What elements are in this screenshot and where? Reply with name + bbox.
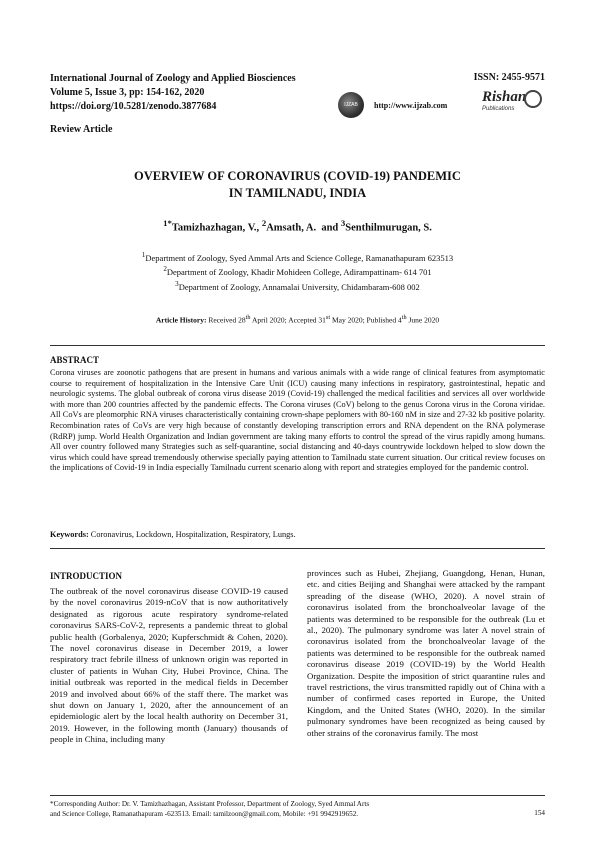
authors: $^{1*}$Tamizhazhagan, V., $^2$Amsath, A. and $^3$Senthilmurugan, S. xyxy=(163,218,432,234)
abstract-text: Corona viruses are zoonotic pathogens that are present in humans and various animals with a wide range of clinical features from asymptomatic course to requirement of hospitalization in the Intensive Care Unit (ICU) causing many infections in respiratory, gastrointestinal, hepatic and neurologic systems. The global outbreak of corona virus disease 2019 (Covid-19) challenged the medical facilities and services all over worldwide with more than 200 countries affected by the pandemic effects. The Corona viruses (CoV) belong to the genus Corona virus in the Corona viridae. All CoVs are pleomorphic RNA viruses characteristically containing crown-shape peplomers with 80-160 nM in size and 27-32 kb positive polarity. Recombination rates of CoVs are very high because of constantly developing transcription errors and RNA dependent on the RNA polymerase (RdRP) jump. World Health Organization and Indian government are taking many efforts to control the spread of the virus rapidly among humans. All over country followed many Strategies such as self-quarantine, social distancing and 40-days countrywide lockdown helped to slow down the virus which could have spread tremendously otherwise specially paying attention to Tamilnadu state current situation. Our critical review focuses on the implications of Covid-19 in India especially Tamilnadu current scenario along with report and strategies employed for the pandemic control. xyxy=(50,368,545,473)
journal-name: International Journal of Zoology and Applied Biosciences xyxy=(50,73,296,84)
footnote-divider xyxy=(50,795,545,796)
introduction-column-2: provinces such as Hubei, Zhejiang, Guangdong, Henan, Hunan, etc. and cities Beijing and Shanghai were attacked by the rampant spreading of the disease (WHO, 2020). A novel strain of coronavirus isolated from the bronchoalveolar lavage of the patients was determined to be responsible for the outbreak (Lu et al., 2020). The pulmonary syndrome was later A novel strain of coronavirus isolated from the bronchoalveolar lavage of the patients was determined to be responsible for the outbreak named coronavirus disease 2019 (COVID-19) by the World Health Organization. Despite the imposition of strict quarantine rules and travel restrictions, the virus transmitted rapidly out of China with a number of confirmed cases reported in Europe, the United Kingdom, and the United States (WHO, 2020). In the similar pulmonary syndromes have been recognized as being caused by other strains of the coronavirus family. The most xyxy=(307,568,545,738)
issn: ISSN: 2455-9571 xyxy=(473,72,545,83)
title-line-1: OVERVIEW OF CORONAVIRUS (COVID-19) PANDEMIC xyxy=(134,169,461,183)
affiliation-2: $^2$Department of Zoology, Khadir Mohideen College, Adirampattinam- 614 701 xyxy=(163,265,432,278)
journal-logo-icon xyxy=(338,92,364,118)
affiliation-1: $^1$Department of Zoology, Syed Ammal Arts and Science College, Ramanathapuram 623513 xyxy=(141,251,454,263)
publisher-globe-icon xyxy=(524,90,542,108)
divider-top xyxy=(50,345,545,346)
introduction-column-1: The outbreak of the novel coronavirus disease COVID-19 caused by the novel coronavirus 2019-nCoV that is now authoritatively designated as rigorous acute respiratory syndrome-related coronavirus SARS-CoV-2, represents a pandemic threat to global public health (Gorbalenya, 2020; Kupferschmidt & Cohen, 2020). The novel coronavirus disease in December 2019, a lower respiratory tract febrile illness of unknown origin was reported in cluster of patients in Wuhan City, Hubei Province, China. The initial outbreak was reported in the medical fields in December 2019 and involved about 66% of the staff there. The market was shut down on January 1, 2020, after the announcement of an epidemiologic alert by the local health authority on December 31, 2019. However, in the following month (January) thousands of people in China, including many xyxy=(50,586,288,745)
keywords-text: Coronavirus, Lockdown, Hospitalization, Respiratory, Lungs. xyxy=(90,530,296,539)
journal-header xyxy=(50,72,296,114)
journal-logo-text: IJZAB xyxy=(344,102,358,108)
introduction-heading: INTRODUCTION xyxy=(50,571,123,581)
history-label: Article History: xyxy=(155,315,207,325)
divider-bottom xyxy=(50,548,545,549)
article-history: Article History: Received 28th April 2020; Accepted 31st May 2020; Published 4th June 2020 xyxy=(155,314,440,325)
article-type: Review Article xyxy=(50,124,113,135)
title-line-2: IN TAMILNADU, INDIA xyxy=(228,186,367,200)
page-number: 154 xyxy=(534,809,545,817)
keywords xyxy=(50,530,545,539)
journal-doi[interactable]: https://doi.org/10.5281/zenodo.3877684 xyxy=(50,101,217,112)
footnote-line-1: *Corresponding Author: Dr. V. Tamizhazhagan, Assistant Professor, Department of Zoology, Syed Ammal Arts xyxy=(50,800,370,808)
journal-url[interactable]: http://www.ijzab.com xyxy=(374,101,448,110)
article-title xyxy=(50,168,545,202)
affiliation-3: $^3$Department of Zoology, Annamalai University, Chidambaram-608 002 xyxy=(175,279,420,292)
publisher-logo-line2: Publications xyxy=(482,106,515,112)
keywords-label: Keywords: xyxy=(50,530,89,539)
publisher-logo xyxy=(482,90,542,118)
corresponding-author-footnote xyxy=(50,799,545,819)
journal-volume: Volume 5, Issue 3, pp: 154-162, 2020 xyxy=(50,87,205,98)
abstract-heading: ABSTRACT xyxy=(50,355,100,365)
footnote-line-2: and Science College, Ramanathapuram -623513. Email: tamilzoon@gmail.com, Mobile: +91 9942919652. xyxy=(50,810,359,818)
publisher-logo-line1: Rishan xyxy=(482,89,527,105)
affiliations xyxy=(50,250,545,293)
